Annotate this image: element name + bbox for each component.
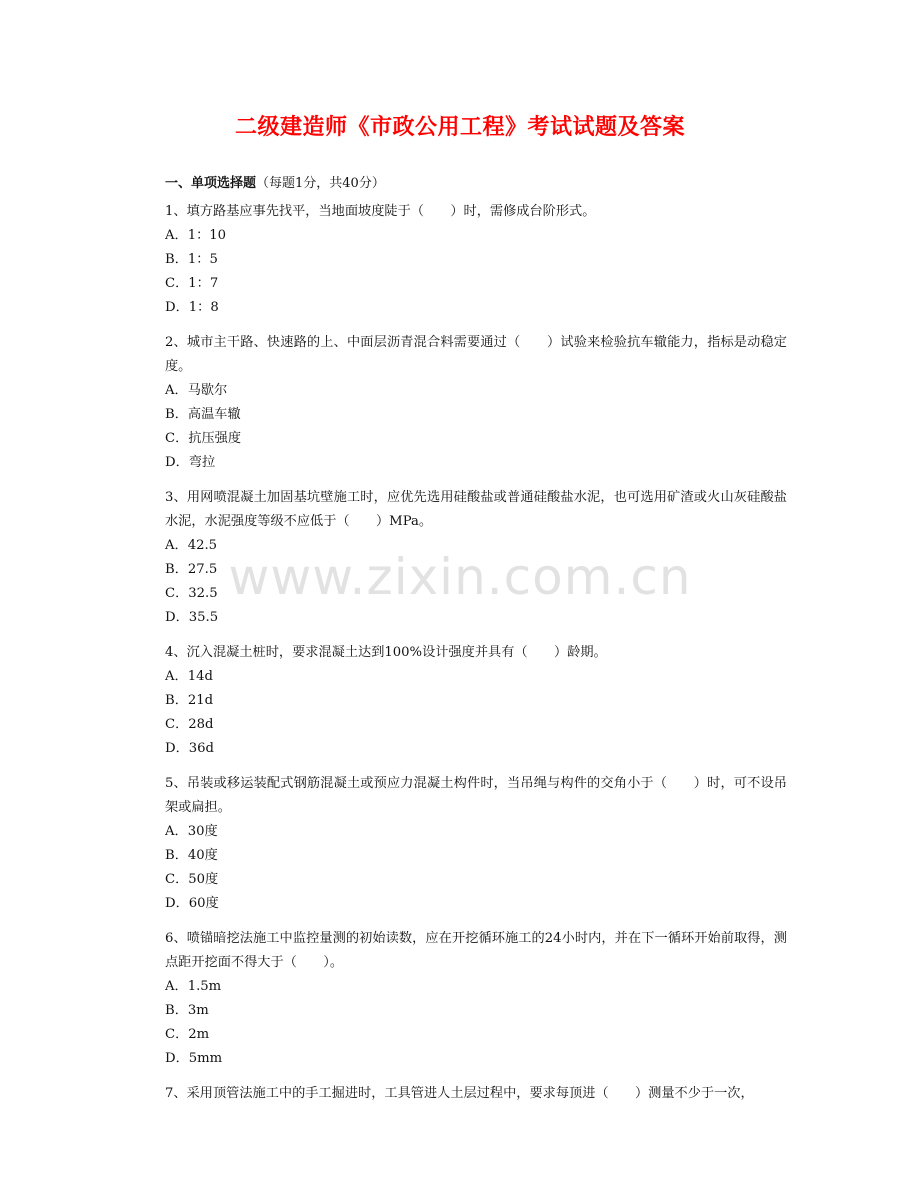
document-title: 二级建造师《市政公用工程》考试试题及答案	[234, 114, 685, 140]
question-2	[165, 331, 787, 475]
section-heading-text: 一、单项选择题	[165, 176, 257, 191]
question-stem: 1、填方路基应事先找平，当地面坡度陡于（ ）时，需修成台阶形式。	[165, 204, 596, 219]
question-stem: 4、沉入混凝土桩时，要求混凝土达到100%设计强度并具有（ ）龄期。	[165, 645, 607, 660]
option-c: C．2m	[165, 1027, 210, 1042]
section-heading-note: （每题1分，共40分）	[256, 176, 385, 191]
option-a: A．14d	[165, 669, 213, 684]
question-6	[165, 927, 787, 1071]
question-5	[165, 772, 787, 916]
section-heading	[165, 172, 385, 191]
option-d: D．36d	[165, 741, 214, 756]
question-1	[165, 200, 787, 320]
option-d: D．弯拉	[165, 455, 216, 470]
option-b: B．21d	[165, 693, 214, 708]
question-4	[165, 641, 787, 761]
option-b: B．3m	[165, 1003, 209, 1018]
option-c: C．28d	[165, 717, 214, 732]
option-b: B．高温车辙	[165, 407, 241, 422]
question-stem: 3、用网喷混凝土加固基坑壁施工时，应优先选用硅酸盐或普通硅酸盐水泥，也可选用矿渣或火山灰硅酸盐水泥，水泥强度等级不应低于（ ）MPa。	[165, 490, 787, 529]
question-list	[165, 200, 787, 1117]
option-a: A．42.5	[165, 538, 218, 553]
question-stem: 5、吊装或移运装配式钢筋混凝土或预应力混凝土构件时，当吊绳与构件的交角小于（ ）时，可不设吊架或扁担。	[165, 776, 787, 815]
question-stem: 7、采用顶管法施工中的手工掘进时，工具管进人土层过程中，要求每顶进（ ）测量不少于一次，	[165, 1086, 754, 1101]
option-c: C．32.5	[165, 586, 218, 601]
option-b: B．1：5	[165, 252, 218, 267]
option-c: C．1：7	[165, 276, 219, 291]
option-a: A．1：10	[165, 228, 227, 243]
watermark-text: www.zixin.com.cn	[228, 548, 692, 606]
option-d: D．1：8	[165, 300, 219, 315]
option-d: D．5mm	[165, 1051, 223, 1066]
option-a: A．马歇尔	[165, 383, 228, 398]
question-3	[165, 486, 787, 630]
question-7	[165, 1082, 787, 1106]
option-a: A．1.5m	[165, 979, 222, 994]
option-a: A．30度	[165, 824, 218, 839]
question-stem: 6、喷锚暗挖法施工中监控量测的初始读数，应在开挖循环施工的24小时内，并在下一循环开始前取得，测点距开挖面不得大于（ ）。	[165, 931, 787, 970]
option-d: D．35.5	[165, 610, 219, 625]
option-b: B．27.5	[165, 562, 218, 577]
option-d: D．60度	[165, 896, 219, 911]
option-c: C．抗压强度	[165, 431, 242, 446]
question-stem: 2、城市主干路、快速路的上、中面层沥青混合料需要通过（ ）试验来检验抗车辙能力，指标是动稳定度。	[165, 335, 787, 374]
option-b: B．40度	[165, 848, 218, 863]
option-c: C．50度	[165, 872, 219, 887]
